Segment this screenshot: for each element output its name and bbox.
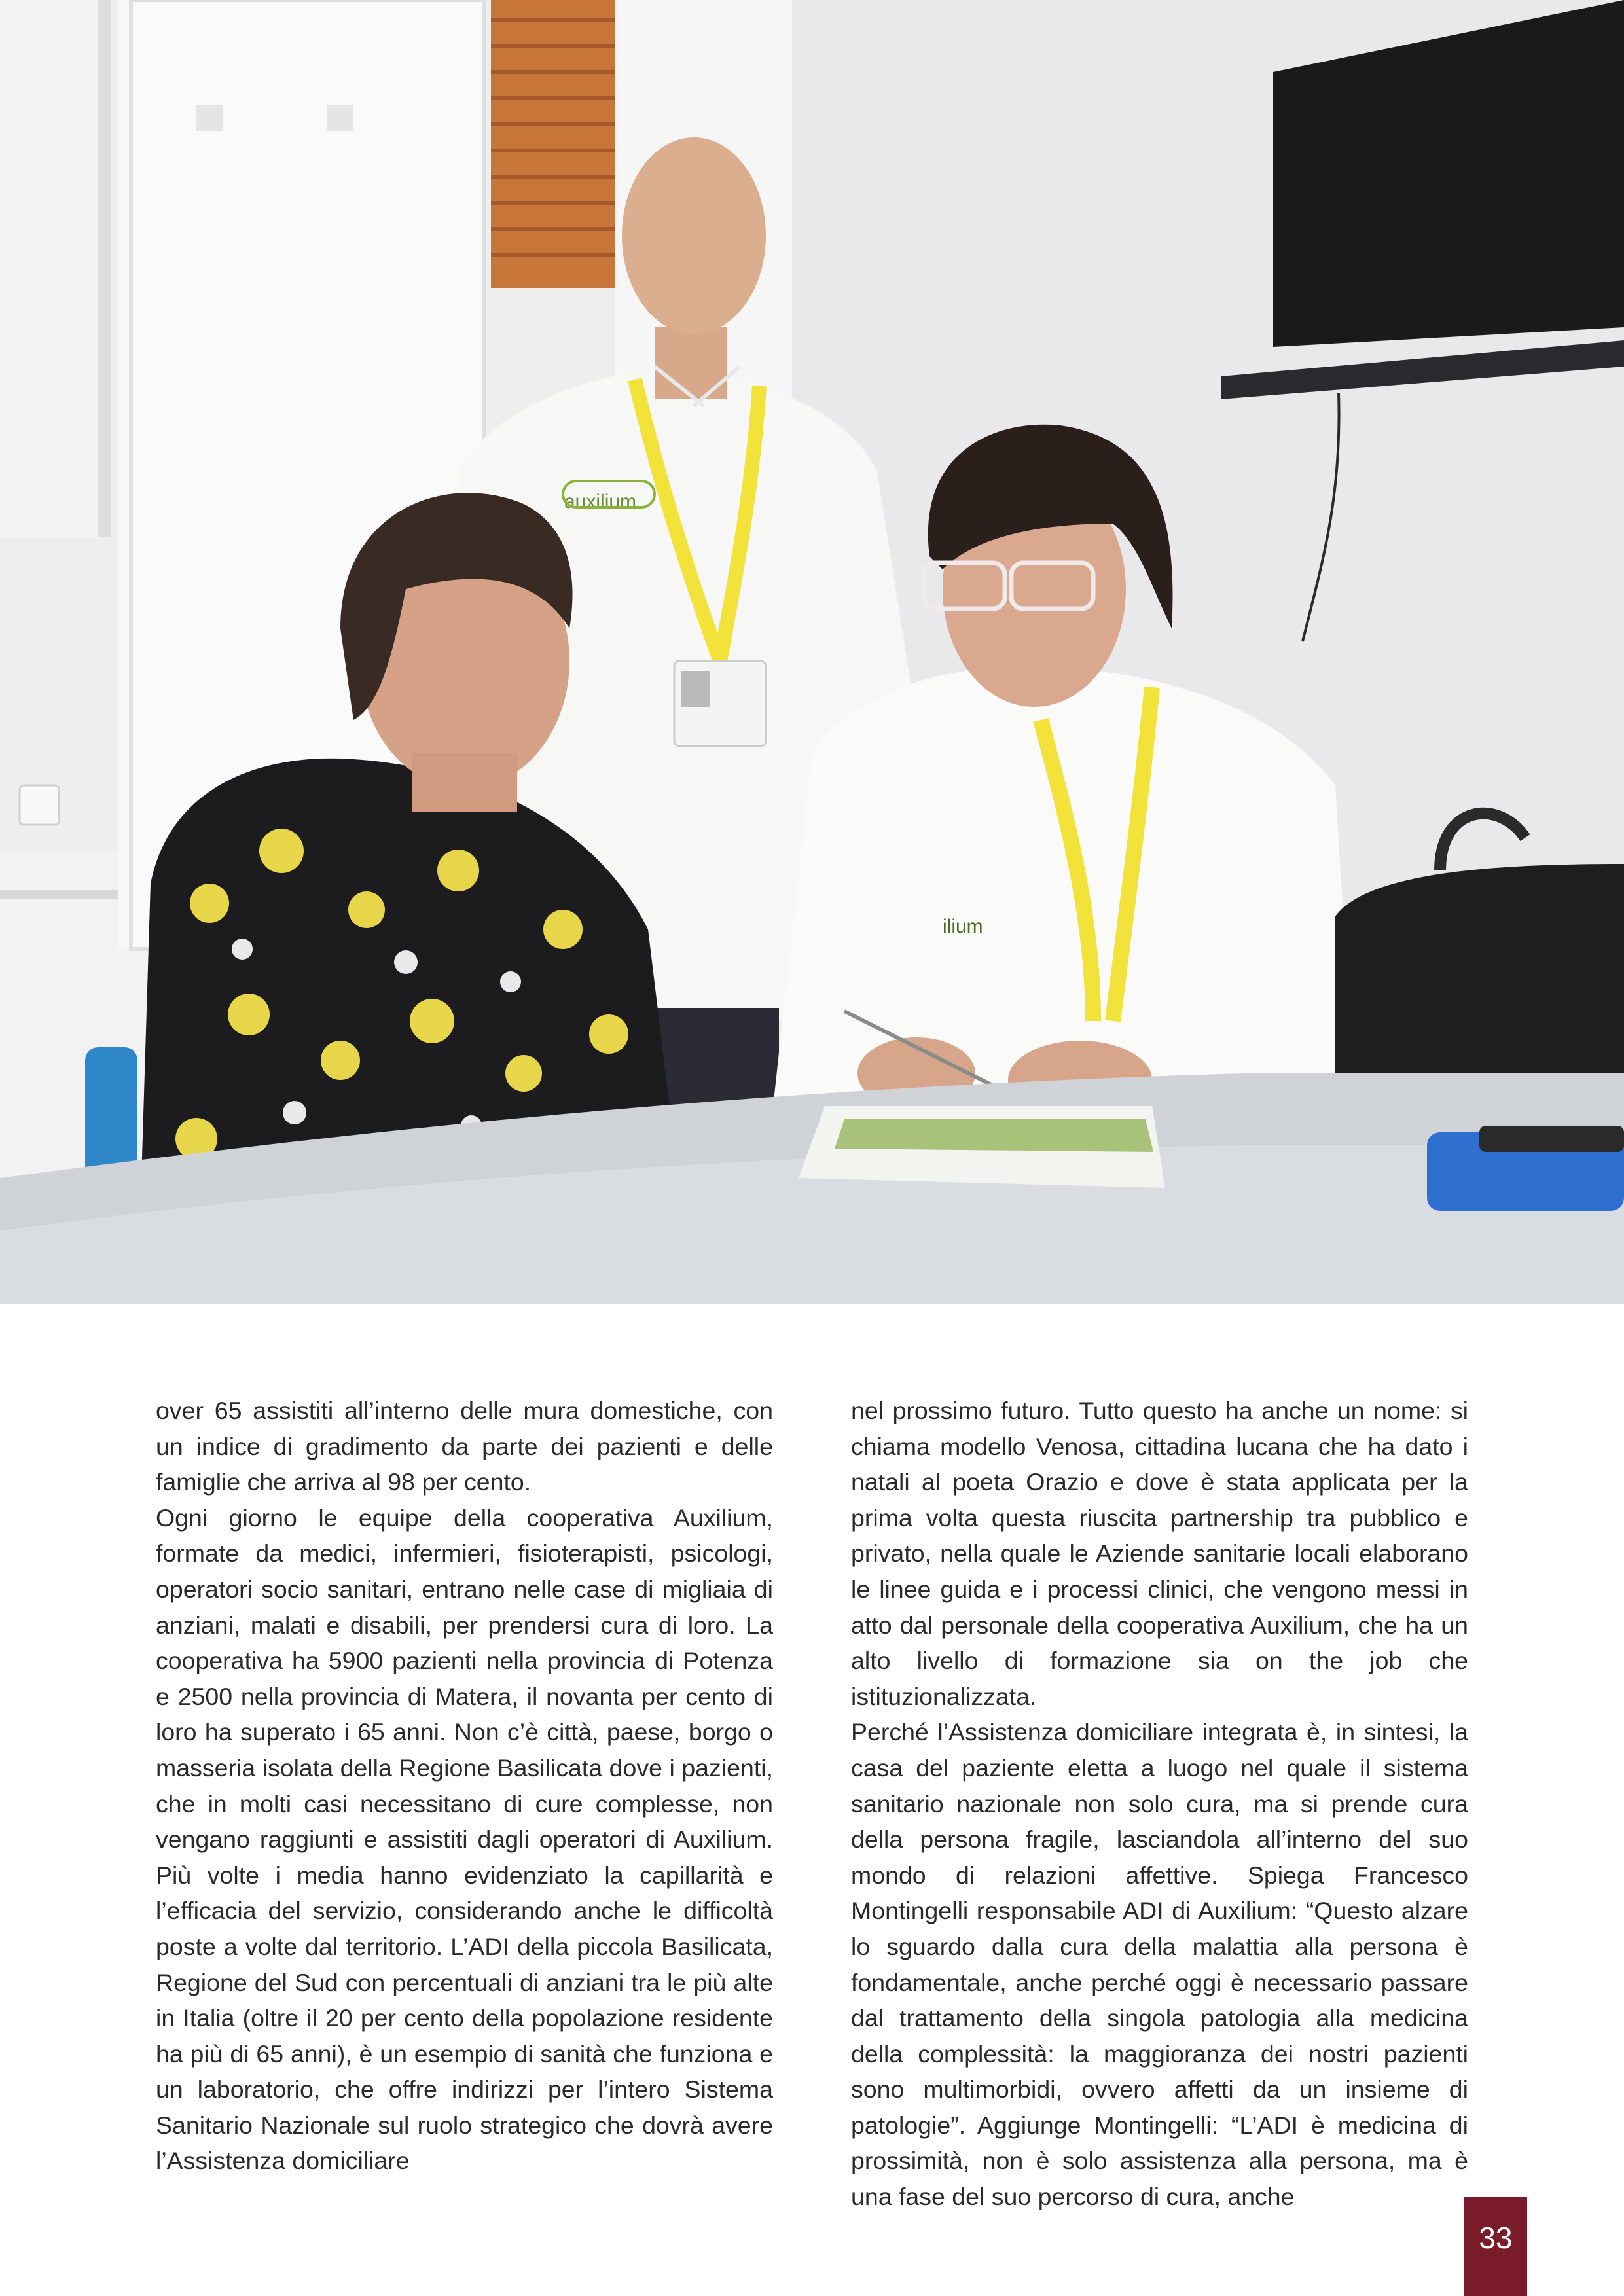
paragraph: Perché l’Assistenza domiciliare integrata è, in sintesi, la casa del paziente eletta a luogo nel quale il sistema sanitario nazionale non solo cura, ma si prende cura della persona fragile, lasciandola all’interno del suo mondo di relazioni affettive. Spiega Francesco Montingelli responsabile ADI di Auxilium: “Questo alzare lo sguardo dalla cura della malattia alla persona è fondamentale, anche perché oggi è necessario passare dal trattamento della singola patologia alla medicina della complessità: la maggioranza dei nostri pazienti sono multimorbidi, ovvero affetti da un insieme di patologie”. Aggiunge Montingelli: “L’ADI è medicina di prossimità, non è solo assistenza alla persona, ma è una fase del suo percorso di cura, anche bbox=[851, 1718, 1468, 2211]
paragraph: Ogni giorno le equipe della cooperativa Auxilium, formate da medici, infermieri, fisioterapisti, psicologi, operatori socio sanitari, entrano nelle case di migliaia di anziani, malati e disabili, per prendersi cura di loro. La cooperativa ha 5900 pazienti nella provincia di Potenza e 2500 nella provincia di Matera, il novanta per cento di loro ha superato i 65 anni. Non c’è città, paese, borgo o masseria isolata della Regione Basilicata dove i pazienti, che in molti casi necessitano di cure complesse, non vengano raggiunti e assistiti dagli operatori di Auxilium. Più volte i media hanno evidenziato la capillarità e l’efficacia del servizio, considerando anche le difficoltà poste a volte dal territorio. L’ADI della piccola Basilicata, Regione del Sud con percentuali di anziani tra le più alte in Italia (oltre il 20 per cento della popolazione residente ha più di 65 anni), è un esempio di sanità che funziona e un laboratorio, che offre indirizzi per l’intero Sistema Sanitario Nazionale sul ruolo strategico che dovrà avere l’Assistenza domiciliare bbox=[156, 1503, 773, 2175]
page-number: 33 bbox=[1479, 2221, 1513, 2255]
badge-logo-text: auxilium bbox=[564, 491, 637, 512]
paragraph: over 65 assistiti all’interno delle mura domestiche, con un indice di gradimento da parte dei pazienti e delle famiglie che arriva al 98 per cento. bbox=[156, 1397, 773, 1496]
article-column-right bbox=[851, 1393, 1468, 2215]
paragraph: nel prossimo futuro. Tutto questo ha anche un nome: si chiama modello Venosa, cittadina lucana che ha dato i natali al poeta Orazio e dove è stata applicata per la prima volta questa riuscita partnership tra pubblico e privato, nella quale le Aziende sanitarie locali elaborano le linee guida e i processi clinici, che vengono messi in atto dal personale della cooperativa Auxilium, che ha un alto livello di formazione sia on the job che istituzionalizzata. bbox=[851, 1397, 1468, 1710]
article-column-left bbox=[156, 1393, 773, 2179]
lab-coat-logo-text: ilium bbox=[943, 916, 983, 937]
page-number-tab bbox=[1464, 2197, 1527, 2296]
